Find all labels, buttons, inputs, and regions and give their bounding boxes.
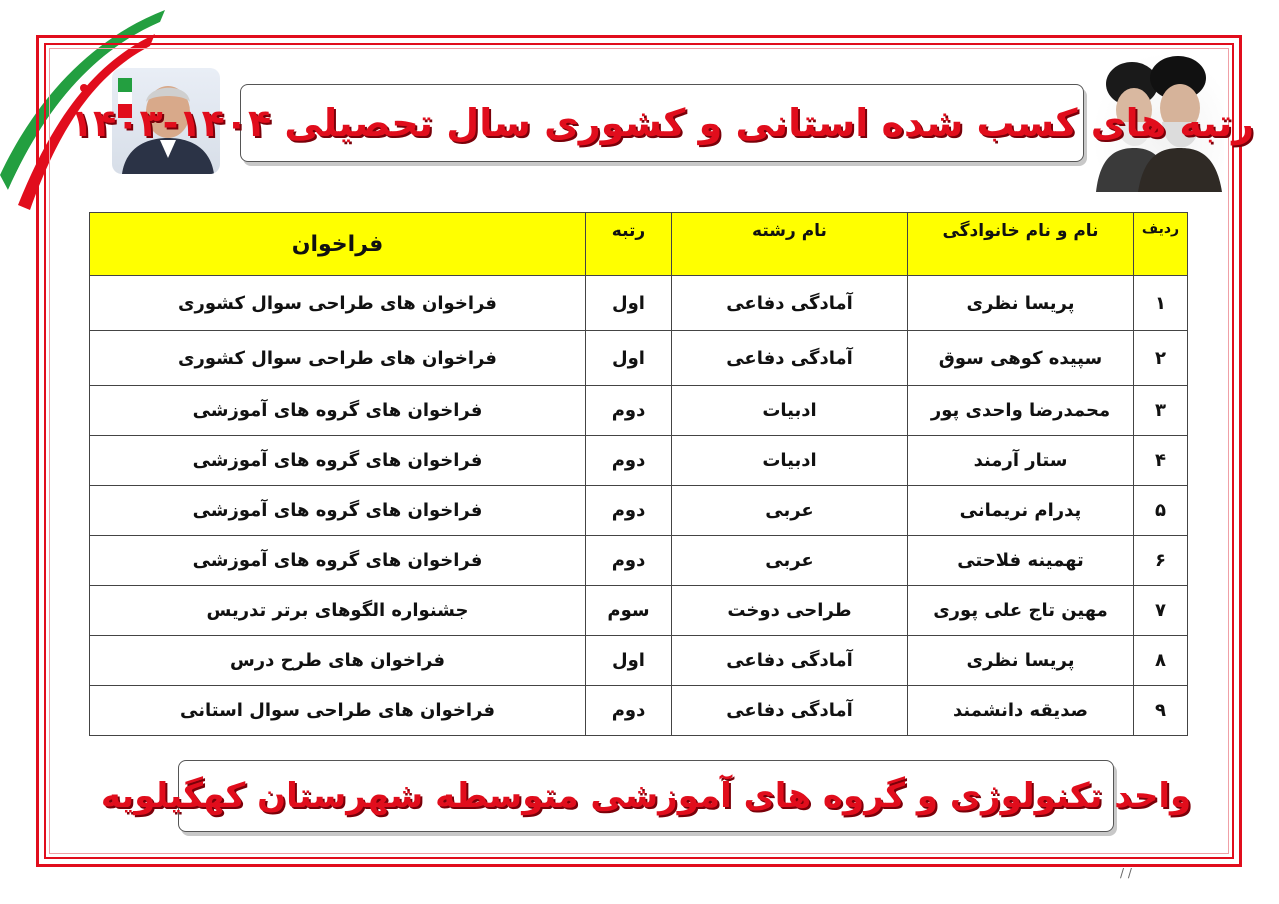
cell-call: فراخوان های طرح درس [90,636,586,686]
table-row [90,436,1188,486]
cell-call: جشنواره الگوهای برتر تدریس [90,586,586,636]
cell-rank: دوم [586,686,672,736]
cell-name: تهمینه فلاحتی [908,536,1134,586]
cell-name: مهین تاج علی پوری [908,586,1134,636]
cell-field: طراحی دوخت [672,586,908,636]
table-row [90,636,1188,686]
cell-call: فراخوان های طراحی سوال کشوری [90,331,586,386]
cell-call: فراخوان های طراحی سوال استانی [90,686,586,736]
cell-name: پریسا نظری [908,276,1134,331]
footer-title: واحد تکنولوژی و گروه های آموزشی متوسطه شهرستان کهگیلویه [100,776,1192,816]
cell-rank: دوم [586,386,672,436]
cell-name: ستار آرمند [908,436,1134,486]
cell-rank: سوم [586,586,672,636]
page-title: رتبه های کسب شده استانی و کشوری سال تحصیلی ۱۴۰۴-۱۴۰۳ [69,101,1255,145]
footer-banner [100,760,1192,832]
cell-field: ادبیات [672,436,908,486]
cell-name: سپیده کوهی سوق [908,331,1134,386]
cell-rank: دوم [586,486,672,536]
cell-index: ۸ [1134,636,1188,686]
cell-rank: اول [586,331,672,386]
cell-field: ادبیات [672,386,908,436]
cell-index: ۹ [1134,686,1188,736]
cell-call: فراخوان های طراحی سوال کشوری [90,276,586,331]
cell-name: صدیقه دانشمند [908,686,1134,736]
cell-call: فراخوان های گروه های آموزشی [90,386,586,436]
cell-index: ۵ [1134,486,1188,536]
cell-field: عربی [672,486,908,536]
cell-name: پریسا نظری [908,636,1134,686]
cell-field: آمادگی دفاعی [672,686,908,736]
table-row [90,586,1188,636]
cell-index: ۲ [1134,331,1188,386]
rankings-table [89,212,1188,736]
cell-call: فراخوان های گروه های آموزشی [90,486,586,536]
cell-index: ۳ [1134,386,1188,436]
cell-rank: اول [586,636,672,686]
header-rank: رتبه [586,213,672,276]
header-call: فراخوان [90,213,586,276]
cell-field: عربی [672,536,908,586]
bottom-marks: / / [1120,866,1132,880]
table-row [90,486,1188,536]
cell-field: آمادگی دفاعی [672,636,908,686]
table-row [90,536,1188,586]
header-field: نام رشته [672,213,908,276]
cell-rank: دوم [586,436,672,486]
table-header-row [90,213,1188,276]
cell-name: محمدرضا واحدی پور [908,386,1134,436]
table-row [90,331,1188,386]
cell-index: ۱ [1134,276,1188,331]
table-row [90,386,1188,436]
cell-rank: دوم [586,536,672,586]
header-name: نام و نام خانوادگی [908,213,1134,276]
table-row [90,686,1188,736]
cell-field: آمادگی دفاعی [672,331,908,386]
cell-rank: اول [586,276,672,331]
cell-field: آمادگی دفاعی [672,276,908,331]
title-banner [69,84,1255,162]
cell-index: ۷ [1134,586,1188,636]
cell-call: فراخوان های گروه های آموزشی [90,436,586,486]
cell-call: فراخوان های گروه های آموزشی [90,536,586,586]
table-row [90,276,1188,331]
header-index: ردیف [1134,213,1188,276]
cell-index: ۴ [1134,436,1188,486]
cell-name: پدرام نریمانی [908,486,1134,536]
cell-index: ۶ [1134,536,1188,586]
